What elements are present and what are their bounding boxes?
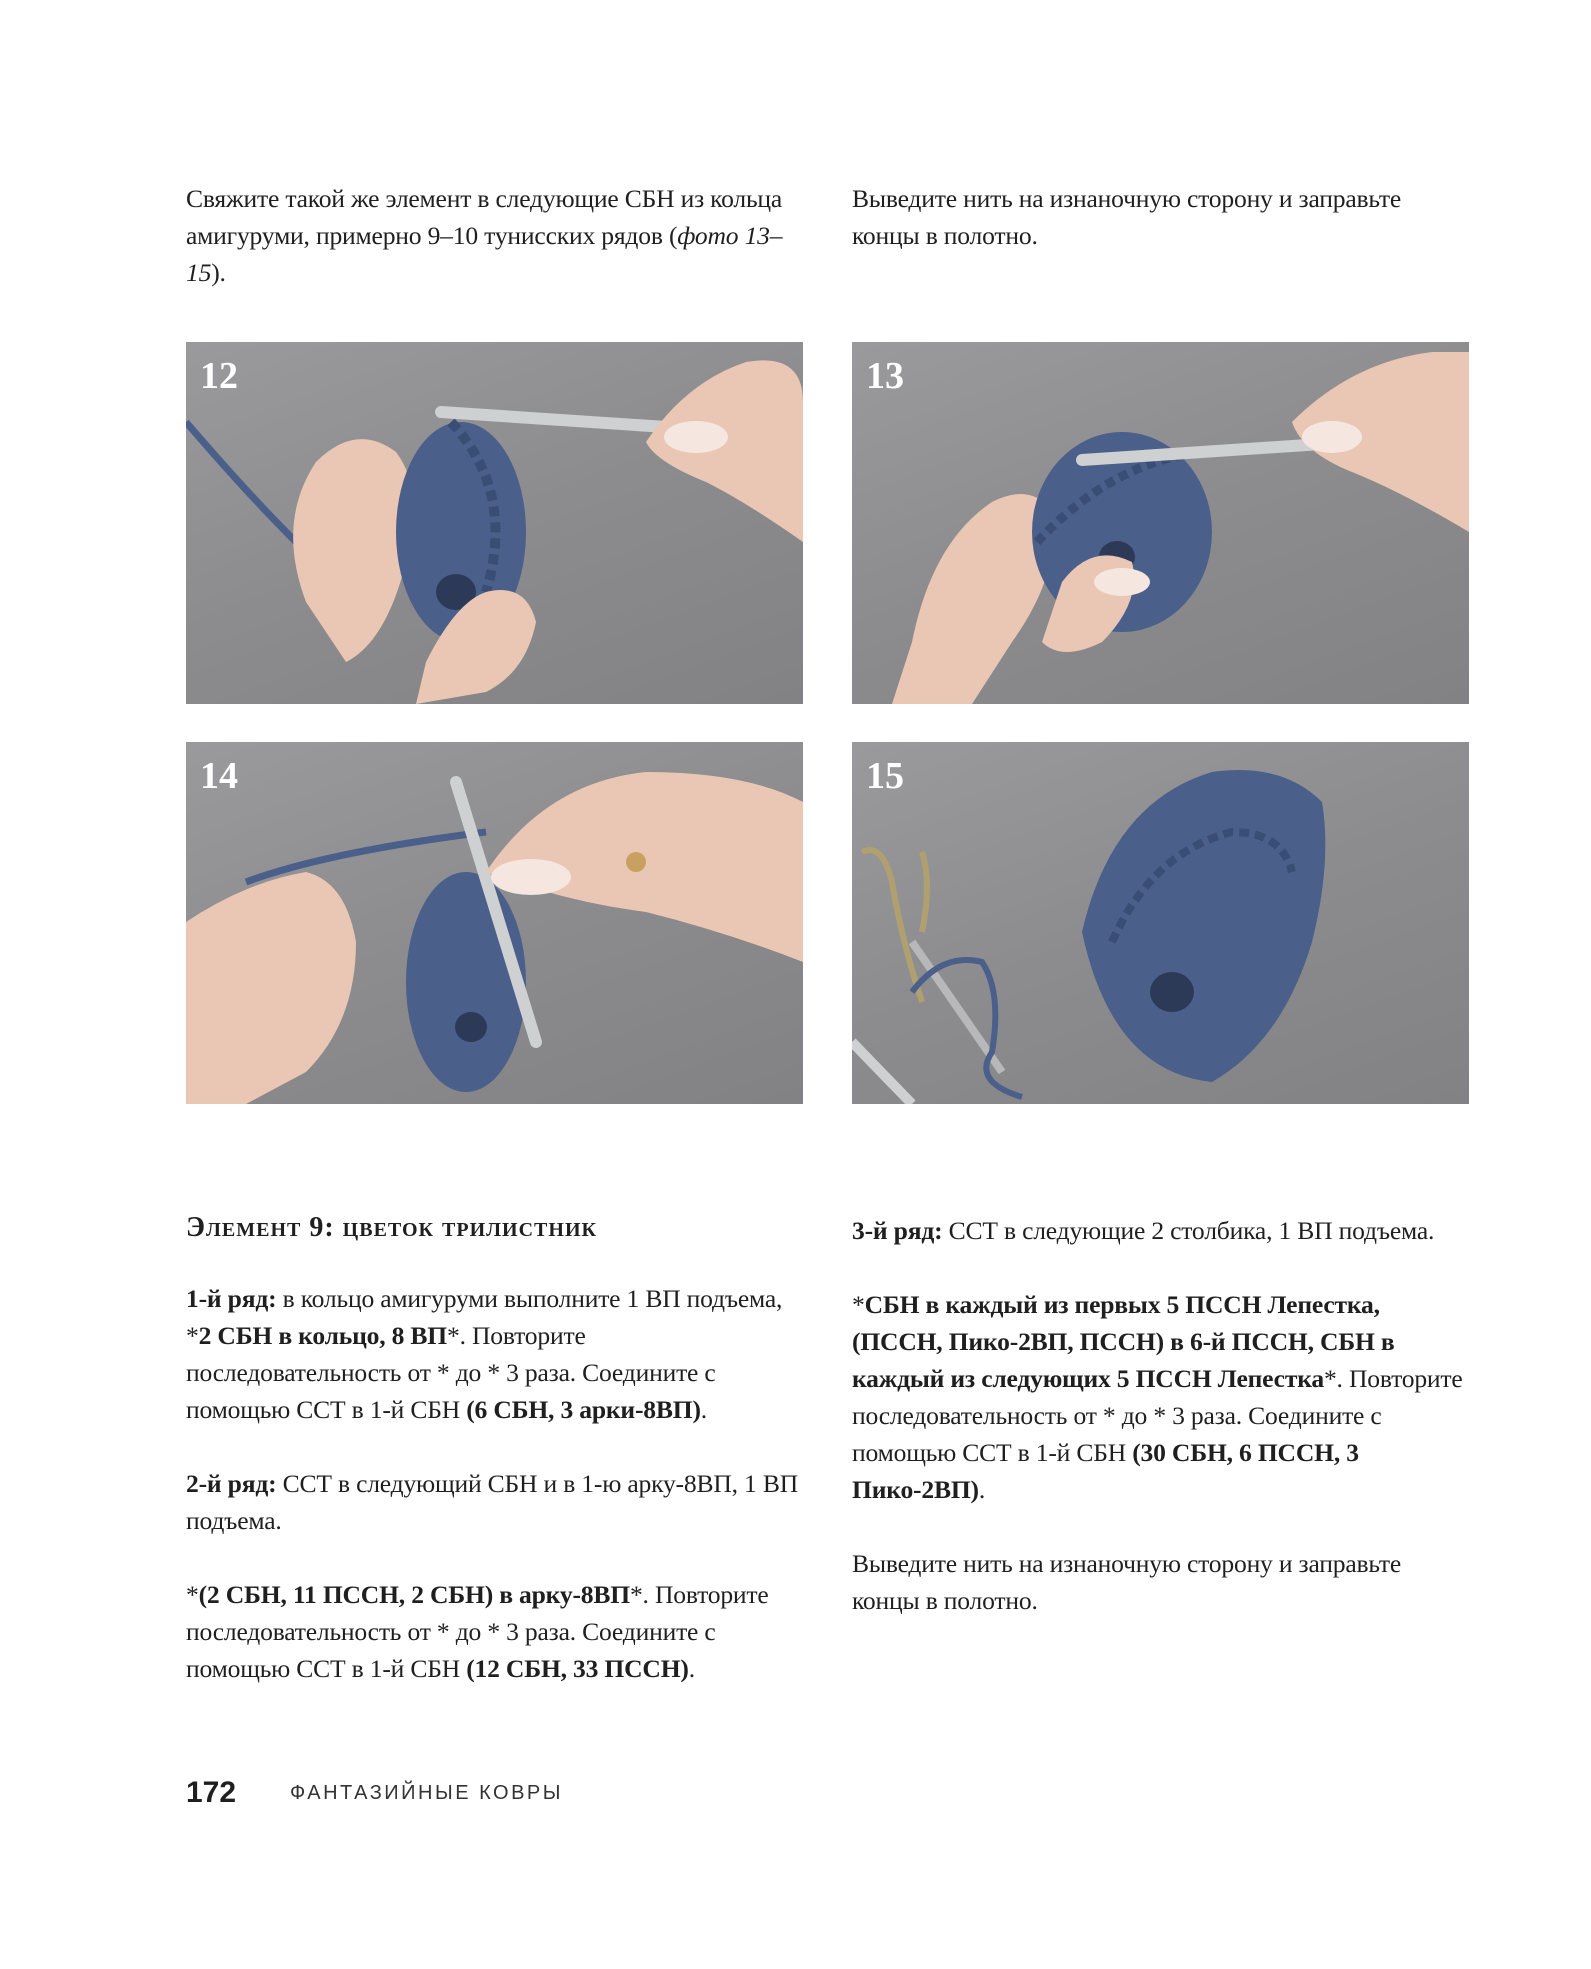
photo-13	[852, 342, 1469, 704]
row3b-paragraph: *СБН в каждый из первых 5 ПССН Лепестка, (ПССН, Пико-2ВП, ПССН) в 6-й ПССН, СБН в каждый из следующих 5 ПССН Лепестка*. Повторите последовательность от * до * 3 раза. Соедините с помощью ССТ в 1-й СБН (30 СБН, 6 ПССН, 3 Пико-2ВП).	[852, 1290, 1463, 1504]
photo-number: 13	[866, 355, 904, 397]
section-title: Элемент 9: цветок трилистник	[186, 1212, 598, 1243]
row2b-paragraph: *(2 СБН, 11 ПССН, 2 СБН) в арку-8ВП*. Повторите последовательность от * до * 3 раза. Соедините с помощью ССТ в 1-й СБН (12 СБН, 33 ПССН).	[186, 1580, 769, 1683]
crochet-step-illustration	[852, 742, 1469, 1104]
photo-number: 12	[200, 355, 238, 397]
row3-paragraph: 3-й ряд: ССТ в следующие 2 столбика, 1 ВП подъема.	[852, 1216, 1435, 1245]
photo-15	[852, 742, 1469, 1104]
intro-paragraph: Свяжите такой же элемент в следующие СБН из кольца амигуруми, примерно 9–10 тунисских рядов (фото 13–15).	[186, 184, 783, 287]
photo-number: 14	[200, 755, 238, 797]
photo-number: 15	[866, 755, 904, 797]
page-number: 172	[186, 1776, 237, 1809]
row2-paragraph: 2-й ряд: ССТ в следующий СБН и в 1-ю арку-8ВП, 1 ВП подъема.	[186, 1469, 798, 1535]
crochet-step-illustration	[186, 742, 803, 1104]
running-title: ФАНТАЗИЙНЫЕ КОВРЫ	[290, 1782, 563, 1804]
crochet-step-illustration	[186, 342, 803, 704]
intro-text: Свяжите такой же элемент в следующие СБН из кольца амигуруми, примерно 9–10 тунисских рядов	[186, 184, 783, 250]
crochet-step-illustration	[852, 342, 1469, 704]
finish-paragraph-bottom: Выведите нить на изнаночную сторону и заправьте концы в полотно.	[852, 1549, 1402, 1615]
photo-reference: фото 13–15	[186, 221, 783, 287]
photo-14	[186, 742, 803, 1104]
instructions-left	[186, 1280, 806, 1724]
photo-12	[186, 342, 803, 704]
row1-paragraph: 1-й ряд: в кольцо амигуруми выполните 1 ВП подъема, *2 СБН в кольцо, 8 ВП*. Повторите последовательность от * до * 3 раза. Соедините с помощью ССТ в 1-й СБН (6 СБН, 3 арки-8ВП).	[186, 1284, 783, 1424]
finish-paragraph-top: Выведите нить на изнаночную сторону и заправьте концы в полотно.	[852, 184, 1402, 250]
instructions-right	[852, 1212, 1472, 1656]
